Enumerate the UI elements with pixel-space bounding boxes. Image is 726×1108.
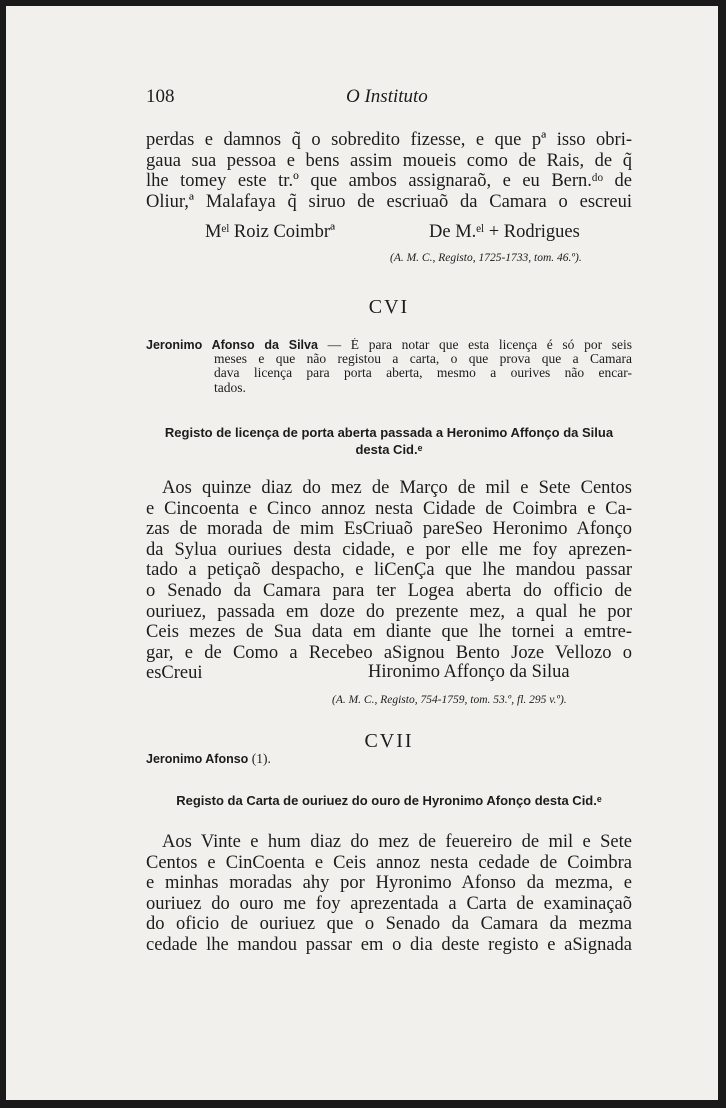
signature-right: De M.ᵉˡ + Rodrigues (429, 222, 580, 242)
document-body (146, 478, 632, 684)
text-line: da Sylua ouriues desta cidade, e por elle me foy aprezen- (146, 539, 632, 560)
document-body (146, 832, 632, 956)
text-line: ouriuez, passada em doze do prezente mez, a qual he por (146, 601, 632, 622)
running-title: O Instituto (346, 86, 428, 107)
document-title (146, 424, 632, 458)
signature-left: Mᵉˡ Roiz Coimbrª (205, 222, 336, 242)
text-line: Ceis mezes de Sua data em diante que lhe tornei a emtre- (146, 622, 632, 643)
text-line: e Cincoenta e Cinco annoz nesta Cidade de Coimbra e Ca- (146, 498, 632, 519)
note-text: (1). (248, 752, 271, 766)
archive-reference: (A. M. C., Registo, 1725-1733, tom. 46.º). (390, 252, 582, 264)
section-numeral: CVI (368, 296, 410, 318)
note-line: tados. (214, 380, 246, 395)
archive-reference: (A. M. C., Registo, 754-1759, tom. 53.º, fl. 295 v.º). (332, 694, 567, 706)
text-line: perdas e damnos q̃ o sobredito fizesse, e que pª isso obri- (146, 130, 632, 150)
note-name: Jeronimo Afonso da Silva (146, 338, 318, 352)
text-line: gar, e de Como a Recebeo aSignou Bento Joze Vellozo o (146, 642, 632, 663)
text-line: tado a petiçaõ despacho, e liCenÇa que lhe mandou passar (146, 560, 632, 581)
document-title (146, 792, 632, 809)
text-line: Aos Vinte e hum diaz do mez de feuereiro de mil e Sete (162, 832, 632, 852)
text-line: lhe tomey este tr.º que ambos assignaraõ, e eu Bern.ᵈᵒ de (146, 171, 632, 192)
note-line (146, 338, 632, 352)
note-line: meses e que não registou a carta, o que prova que a Camara (214, 352, 632, 367)
text-line: Oliur,ª Malafaya q̃ siruo de escriuaõ da Camara o escreui (146, 191, 632, 212)
text-line: cedade lhe mandou passar em o dia deste registo e aSignada (146, 934, 632, 955)
title-line: Registo da Carta de ouriuez do ouro de Hyronimo Afonço desta Cid.ᵉ (176, 793, 602, 808)
text-line: esCreui (146, 663, 203, 684)
note-name: Jeronimo Afonso (146, 752, 249, 766)
page-header (146, 86, 632, 108)
title-line: Registo de licença de porta aberta passada a Heronimo Affonço da Silua (164, 425, 614, 440)
signature: Hironimo Affonço da Silua (368, 662, 570, 682)
text-line: do oficio de ouriuez que o Senado da Camara da mezma (146, 914, 632, 935)
title-line: desta Cid.ᵉ (355, 442, 423, 457)
text-line: e minhas moradas ahy por Hyronimo Afonso da mezma, e (146, 873, 632, 894)
section-numeral: CVII (364, 730, 414, 752)
editorial-note (146, 752, 632, 766)
editorial-note (146, 338, 632, 395)
text-line: o Senado da Camara para ter Logea aberta do officio de (146, 580, 632, 601)
text-line: ouriuez do ouro me foy aprezentada a Carta de examinaçaõ (146, 893, 632, 914)
text-line: zas de morada de mim EsCriuaõ pareSeo Heronimo Afonço (146, 519, 632, 540)
note-text: — É para notar que esta licença é só por seis (317, 338, 632, 352)
note-line: dava licença para porta aberta, mesmo a ourives não encar- (214, 366, 632, 381)
paragraph-continued (146, 130, 632, 212)
text-line: Aos quinze diaz do mez de Março de mil e Sete Centos (162, 478, 632, 498)
note-line (146, 752, 632, 766)
page-number: 108 (146, 86, 175, 107)
text-line: gaua sua pessoa e bens assim moueis como de Rais, de q̃ (146, 150, 632, 171)
book-page (6, 6, 718, 1100)
text-line: Centos e CinCoenta e Ceis annoz nesta cedade de Coimbra (146, 852, 632, 873)
